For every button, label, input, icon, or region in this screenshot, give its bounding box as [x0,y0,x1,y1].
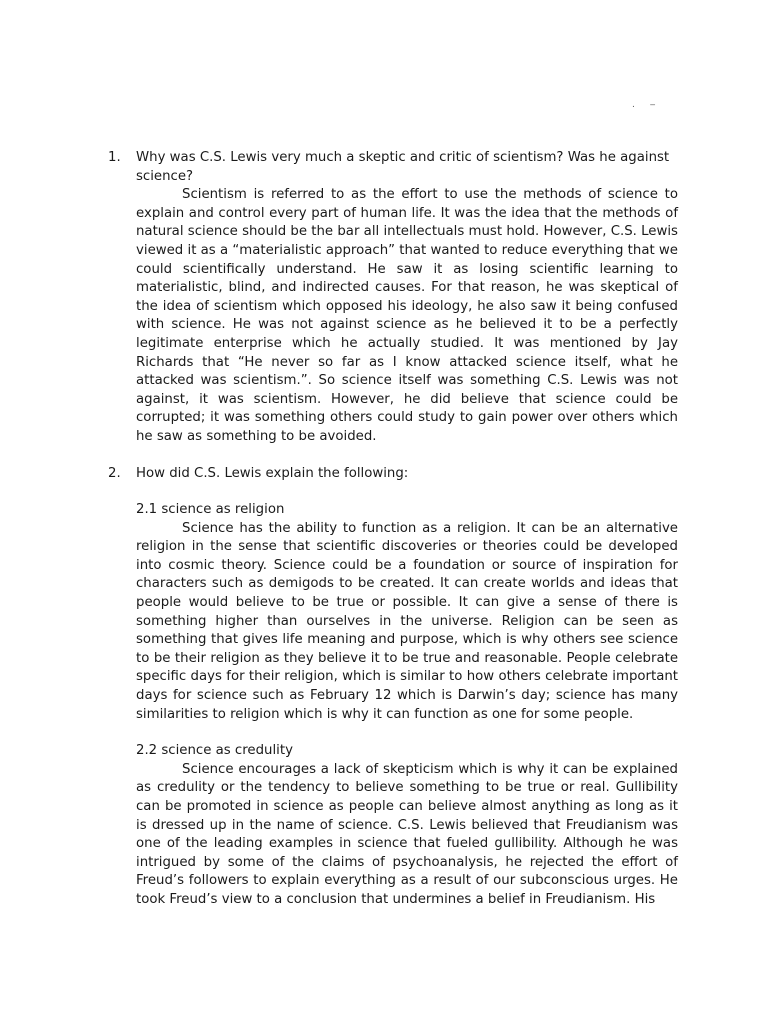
spacer [108,447,678,465]
subsection-heading: 2.1 science as religion [136,502,285,518]
question-body [136,465,678,910]
spacer [136,724,678,742]
question-text: Why was C.S. Lewis very much a skeptic and critic of scientism? Was he against science? [136,150,670,184]
question-text: How did C.S. Lewis explain the following: [136,465,409,481]
spacer [136,483,678,501]
question-1 [108,149,678,447]
document-content [108,149,678,910]
question-number: 2. [108,465,121,481]
subsection-paragraph: Science has the ability to function as a religion. It can be an alternative religion in the sense that scientific discoveries or theories could be developed into cosmic theory. Science could be a foundation or source of inspiration for characters such as demigods to be created. It can create worlds and ideas that people would believe to be true or possible. It can give a sense of there is something higher than ourselves in the universe. Religion can be seen as something that gives life meaning and purpose, which is why others see science to be their religion as they believe it to be true and reasonable. People celebrate specific days for their religion, which is similar to how others celebrate important days for science such as February 12 which is Darwin’s day; science has many similarities to religion which is why it can function as one for some people. [136,520,678,722]
header-mark: . ‒ [632,100,662,110]
question-body [136,149,678,447]
question-number: 1. [108,150,121,165]
question-2 [108,465,678,910]
subsection-heading: 2.2 science as credulity [136,743,293,759]
answer-paragraph: Scientism is referred to as the effort to use the methods of science to explain and control every part of human life. It was the idea that the methods of natural science should be the bar all intellectuals must hold. However, C.S. Lewis viewed it as a “materialistic approach” that wanted to reduce everything that we could scientifically understand. He saw it as losing scientific learning to materialistic, blind, and indirected causes. For that reason, he was skeptical of the idea of scientism which opposed his ideology, he also saw it being confused with science. He was not against science as he believed it to be a perfectly legitimate enterprise which he actually studied. It was mentioned by Jay Richards that “He never so far as I know attacked science itself, what he attacked was scientism.”. So science itself was something C.S. Lewis was not against, it was scientism. However, he did believe that science could be corrupted; it was something others could study to gain power over others which he saw as something to be avoided. [136,187,678,444]
subsection-paragraph: Science encourages a lack of skepticism which is why it can be explained as credulity or the tendency to believe something to be true or real. Gullibility can be promoted in science as people can believe almost anything as long as it is dressed up in the name of science. C.S. Lewis believed that Freudianism was one of the leading examples in science that fueled gullibility. Although he was intrigued by some of the claims of psychoanalysis, he rejected the effort of Freud’s followers to explain everything as a result of our subconscious urges. He took Freud’s view to a conclusion that undermines a belief in Freudianism. His [136,761,678,907]
